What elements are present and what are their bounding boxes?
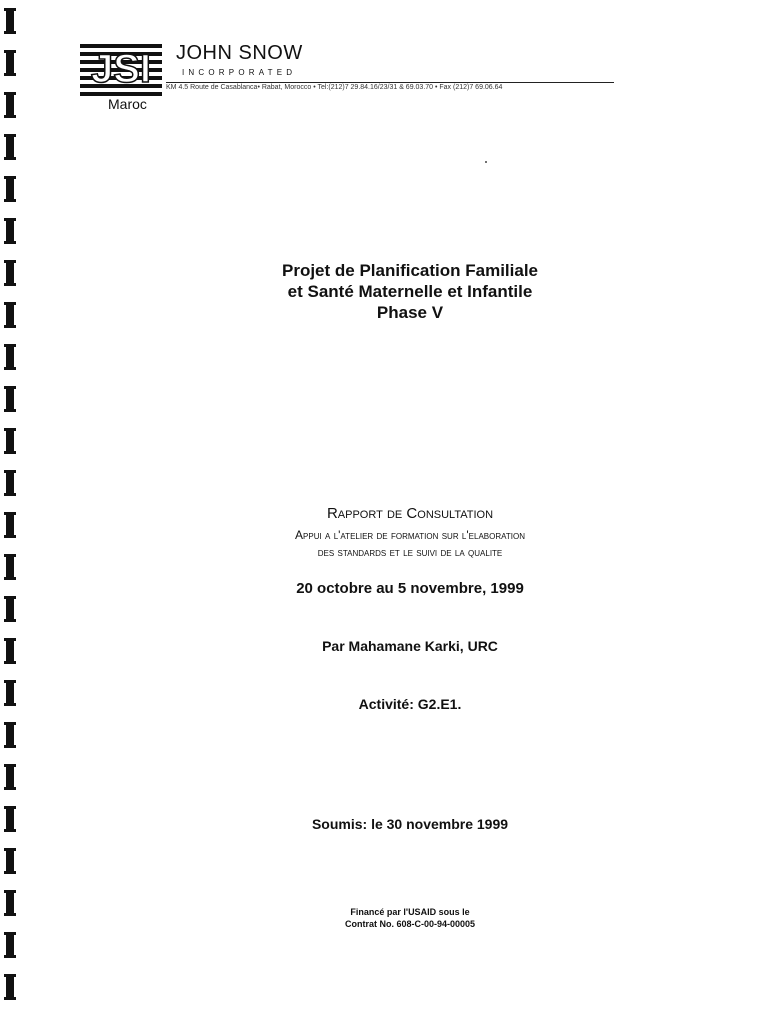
project-title-line: Projet de Planification Familiale — [281, 261, 538, 280]
report-subtitle-line: Appui a l'atelier de formation sur l'elaboration — [295, 528, 525, 542]
binding-ring — [6, 218, 14, 244]
binding-ring — [6, 722, 14, 748]
funding-note — [160, 906, 660, 930]
binding-ring — [6, 134, 14, 160]
report-heading: Rapport de Consultation — [326, 505, 494, 522]
logo-lettering: JSI — [90, 47, 152, 91]
funding-line: Financé par l'USAID sous le — [350, 907, 470, 917]
report-author: Par Mahamane Karki, URC — [322, 638, 498, 654]
project-title-line: et Santé Maternelle et Infantile — [287, 282, 533, 301]
scan-speck — [485, 161, 487, 163]
binding-ring — [6, 848, 14, 874]
binding-ring — [6, 932, 14, 958]
jsi-logo — [80, 44, 162, 96]
activity-code: Activité: G2.E1. — [358, 696, 462, 712]
binding-ring — [6, 680, 14, 706]
binding-ring — [6, 176, 14, 202]
binding-ring — [6, 92, 14, 118]
binding-ring — [6, 638, 14, 664]
binding-ring — [6, 344, 14, 370]
binding-ring — [6, 806, 14, 832]
binding-ring — [6, 974, 14, 1000]
binding-ring — [6, 554, 14, 580]
binding-ring — [6, 428, 14, 454]
organization-subtitle: INCORPORATED — [182, 68, 297, 77]
organization-name: JOHN SNOW — [176, 42, 303, 64]
contract-number: Contrat No. 608-C-00-94-00005 — [344, 919, 476, 929]
binding-ring — [6, 386, 14, 412]
project-phase: Phase V — [376, 303, 444, 322]
submission-date: Soumis: le 30 novembre 1999 — [311, 816, 509, 832]
binding-ring — [6, 596, 14, 622]
project-title — [160, 260, 660, 323]
binding-ring — [6, 260, 14, 286]
country-label: Maroc — [108, 96, 147, 112]
binding-ring — [6, 8, 14, 34]
binding-ring — [6, 764, 14, 790]
organization-address: KM 4.5 Route de Casablanca• Rabat, Morocco • Tel:(212)7 29.84.16/23/31 & 69.03.70 • Fax (212)7 69.06.64 — [166, 84, 503, 91]
binding-ring — [6, 50, 14, 76]
binding-ring — [6, 512, 14, 538]
binding-ring — [6, 470, 14, 496]
consultation-dates: 20 octobre au 5 novembre, 1999 — [296, 580, 524, 597]
spiral-binding — [0, 0, 30, 1024]
report-subtitle-line: des standards et le suivi de la qualite — [317, 545, 503, 559]
address-rule — [166, 82, 614, 83]
report-subtitle — [160, 527, 660, 561]
binding-ring — [6, 302, 14, 328]
binding-ring — [6, 890, 14, 916]
